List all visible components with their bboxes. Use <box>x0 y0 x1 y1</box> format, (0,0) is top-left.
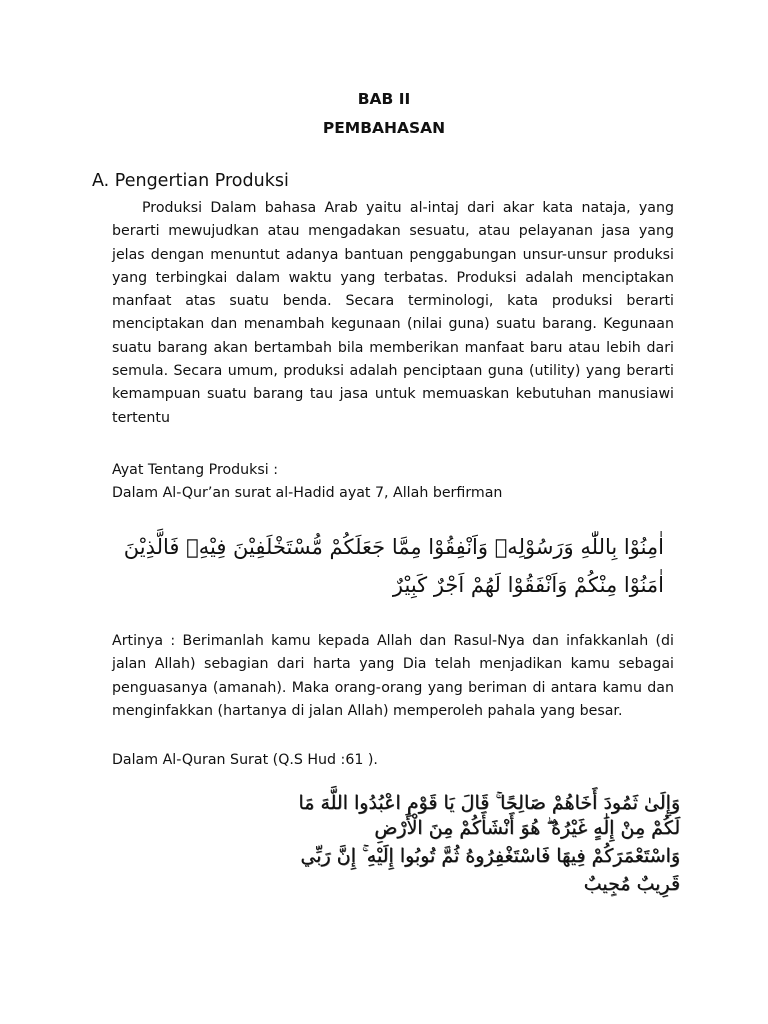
arabic-verse-hadid-line-1: اٰمِنُوْا بِاللّٰهِ وَرَسُوْلِهٖ وَاَنْفِقُوْا مِمَّا جَعَلَكُمْ مُّسْتَخْلَفِيْنَ فِيْهِۗ فَالَّذِيْنَ <box>123 535 664 559</box>
ayat-intro-text: Dalam Al-Qur’an surat al-Hadid ayat 7, Allah berfirman <box>112 485 503 501</box>
surat-hud-reference: Dalam Al-Quran Surat (Q.S Hud :61 ). <box>112 752 378 768</box>
section-title-pengertian-produksi: A. Pengertian Produksi <box>92 171 289 191</box>
chapter-heading: BAB II <box>357 90 411 108</box>
arabic-verse-hud-line-2: لَكُمْ مِنْ إِلَٰهٍ غَيْرُهُ ۖ هُوَ أَنْشَأَكُمْ مِنَ الْأَرْضِ <box>374 817 680 839</box>
chapter-title: PEMBAHASAN <box>322 119 446 137</box>
arabic-verse-hud-line-1: وَإِلَىٰ ثَمُودَ أَخَاهُمْ صَالِحًا ۚ قَالَ يَا قَوْمِ اعْبُدُوا اللَّهَ مَا <box>298 792 680 814</box>
arabic-verse-hud-image <box>112 792 680 902</box>
arabic-verse-hud-line-3: وَاسْتَعْمَرَكُمْ فِيهَا فَاسْتَغْفِرُوهُ ثُمَّ تُوبُوا إِلَيْهِ ۚ إِنَّ رَبِّي <box>300 845 680 867</box>
paragraph-translation: Artinya : Berimanlah kamu kepada Allah dan Rasul-Nya dan infakkanlah (di jalan Allah) sebagian dari harta yang Dia telah menjadikan kamu sebagai penguasanya (amanah). Maka orang-orang yang beriman di antara kamu dan menginfakkan (hartanya di jalan Allah) memperoleh pahala yang besar. <box>112 633 674 719</box>
arabic-verse-hud-line-4: قَرِيبٌ مُجِيبٌ <box>583 873 680 895</box>
paragraph-definition-produksi: Produksi Dalam bahasa Arab yaitu al-intaj dari akar kata nataja, yang berarti mewujudkan atau mengadakan sesuatu, atau pelayanan jasa yang jelas dengan menuntut adanya bantuan penggabungan unsur-unsur produksi yang terbingkai dalam waktu yang terbatas. Produksi adalah menciptakan manfaat atas suatu benda. Secara terminologi, kata produksi berarti menciptakan dan menambah kegunaan (nilai guna) suatu barang. Kegunaan suatu barang akan bertambah bila memberikan manfaat baru atau lebih dari semula. Secara umum, produksi adalah penciptaan guna (utility) yang berarti kemampuan suatu barang tau jasa untuk memuaskan kebutuhan manusiawi tertentu <box>112 200 674 426</box>
arabic-verse-hadid-line-2: اٰمَنُوْا مِنْكُمْ وَاَنْفَقُوْا لَهُمْ اَجْرٌ كَبِيْرٌ <box>392 573 664 597</box>
ayat-heading: Ayat Tentang Produksi : <box>112 462 278 478</box>
